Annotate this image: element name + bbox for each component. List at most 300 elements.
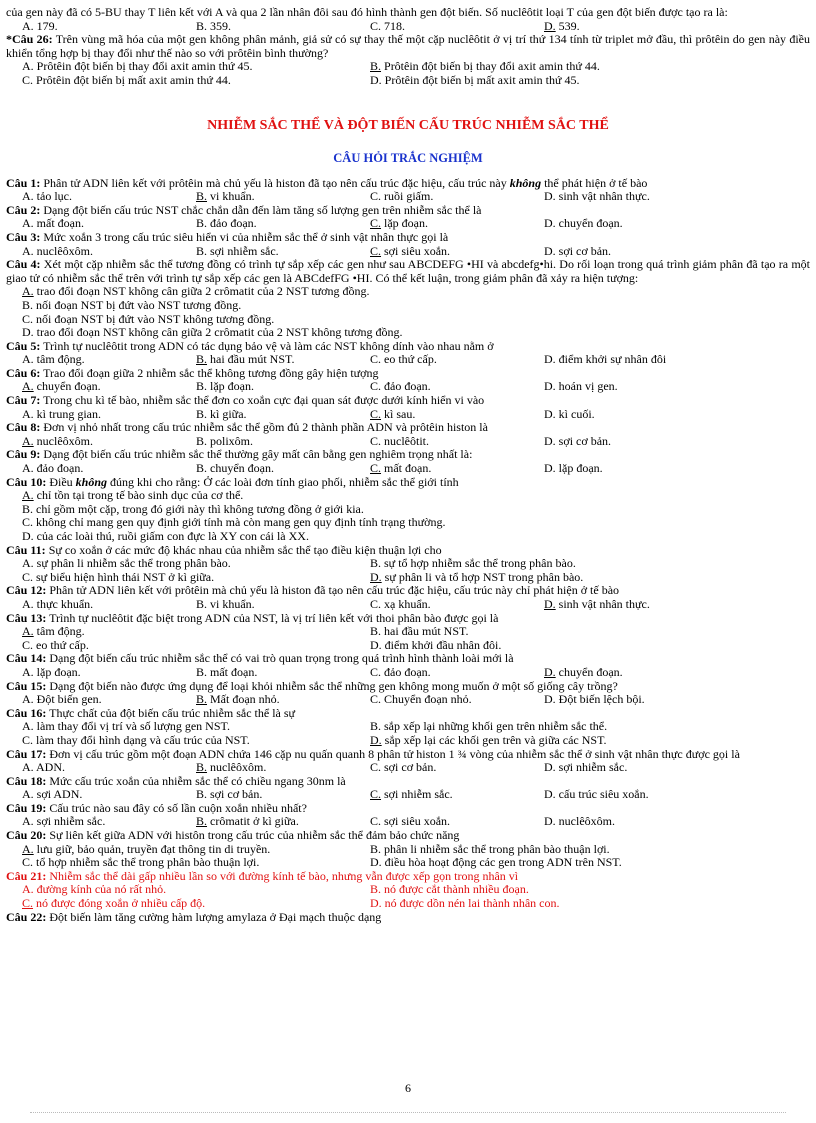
question-20: [6, 829, 810, 843]
option-text: nuclêôxôm.: [36, 243, 93, 258]
option-letter: D.: [370, 637, 382, 652]
option-letter: B.: [196, 692, 208, 707]
answer-option: [22, 299, 810, 313]
option-letter: B.: [196, 352, 208, 367]
option-letter: D.: [370, 72, 382, 87]
option-text: cấu trúc siêu xoắn.: [558, 787, 649, 802]
question-22: [6, 911, 810, 925]
option-letter: B.: [196, 760, 208, 775]
question-15-options: [6, 693, 810, 707]
option-text: sợi cơ bản.: [558, 433, 612, 448]
answer-option: [370, 720, 718, 734]
answer-option: [196, 380, 370, 394]
option-text: sợi nhiễm sắc.: [210, 243, 279, 258]
option-text: Prôtêin đột biến bị thay đổi axit amin thứ 44.: [384, 59, 600, 74]
question-2: [6, 204, 810, 218]
option-letter: B.: [196, 787, 208, 802]
option-text: eo thứ cấp.: [384, 352, 437, 367]
answer-option: [22, 883, 370, 897]
question-1-emphasis: không: [509, 175, 542, 190]
answer-option: [544, 815, 718, 829]
option-text: nối đoạn NST bị đứt vào NST không tương đồng.: [36, 311, 275, 326]
option-letter: A.: [22, 719, 34, 734]
option-letter: C.: [22, 855, 34, 870]
option-text: đảo đoạn.: [210, 216, 257, 231]
option-text: lặp đoạn.: [210, 379, 255, 394]
question-17-text: Đơn vị cấu trúc gồm một đoạn ADN chứa 146 cặp nu quấn quanh 8 phân tử histon 1 ¾ vòng của nhiễm sắc thể ở sinh vật nhân thực được gọi là: [49, 746, 740, 761]
answer-option: [544, 666, 718, 680]
option-text: 718.: [384, 18, 406, 33]
question-20-text: Sự liên kết giữa ADN với histôn trong cấu trúc của nhiễm sắc thể đảm bảo chức năng: [49, 828, 460, 843]
answer-option: [22, 516, 810, 530]
answer-option: [22, 462, 196, 476]
option-letter: B.: [196, 189, 208, 204]
answer-option: [544, 190, 718, 204]
option-letter: C.: [370, 243, 382, 258]
option-letter: C.: [22, 311, 34, 326]
option-letter: A.: [22, 882, 34, 897]
option-letter: B.: [196, 243, 208, 258]
answer-option: [196, 217, 370, 231]
option-letter: C.: [370, 814, 382, 829]
answer-option: [370, 462, 544, 476]
question-21-text: Nhiễm sắc thể dài gấp nhiều lần so với đường kính tế bào, nhưng vẫn được xếp gọn trong nhân vì: [49, 868, 519, 883]
option-text: sợi cơ bản.: [558, 243, 612, 258]
question-2-label: Câu 2:: [6, 202, 41, 217]
option-text: đảo đoạn.: [384, 379, 431, 394]
option-text: Đột biến gen.: [36, 692, 102, 707]
answer-option: [544, 20, 718, 34]
option-text: chuyển đoạn.: [36, 379, 101, 394]
option-letter: A.: [22, 760, 34, 775]
option-letter: C.: [370, 406, 382, 421]
option-text: Prôtêin đột biến bị mất axit amin thứ 45.: [384, 72, 580, 87]
option-letter: A.: [22, 433, 34, 448]
option-letter: B.: [370, 624, 382, 639]
answer-option: [196, 693, 370, 707]
option-text: điểm khởi đầu nhân đôi.: [384, 637, 502, 652]
answer-option: [196, 788, 370, 802]
question-3: [6, 231, 810, 245]
question-13-options: [6, 625, 810, 652]
option-letter: C.: [370, 596, 382, 611]
answer-option: [370, 245, 544, 259]
answer-option: [544, 245, 718, 259]
question-17-label: Câu 17:: [6, 746, 47, 761]
question-16: [6, 707, 810, 721]
option-text: Chuyển đoạn nhỏ.: [384, 692, 472, 707]
option-letter: C.: [22, 569, 34, 584]
option-letter: A.: [22, 664, 34, 679]
option-text: nó được dồn nén lai thành nhân con.: [384, 896, 560, 911]
option-text: sự phân li nhiễm sắc thể trong phân bào.: [36, 556, 231, 571]
option-text: thực khuẩn.: [36, 596, 94, 611]
option-text: crômatit ở kì giữa.: [210, 814, 299, 829]
question-11: [6, 544, 810, 558]
answer-option: [22, 666, 196, 680]
option-text: của các loài thú, ruồi giấm con đực là XY con cái là XX.: [36, 529, 309, 543]
answer-option: [370, 20, 544, 34]
question-21-label: Câu 21:: [6, 868, 47, 883]
option-text: hai đầu mút NST.: [210, 352, 295, 367]
option-text: sự tổ hợp nhiễm sắc thể trong phân bào.: [384, 556, 576, 571]
option-text: vi khuẩn.: [210, 189, 255, 204]
option-text: sự biểu hiện hình thái NST ở kì giữa.: [36, 569, 215, 584]
option-text: nuclêôxôm.: [210, 760, 267, 775]
option-letter: A.: [22, 189, 34, 204]
answer-option: [544, 408, 718, 422]
question-14-text: Dạng đột biến cấu trúc nhiễm sắc thể có vai trò quan trọng trong quá trình hình thành loài mới là: [49, 651, 514, 666]
answer-option: [22, 353, 196, 367]
option-letter: D.: [544, 216, 556, 231]
question-4-text: Xét một cặp nhiễm sắc thể tương đồng có trình tự sắp xếp các gen như sau ABCDEFG •HI và abcdefg•hi. Do rối loạn trong quá trình giảm phân đã tạo ra một giao tử có nhiễm sắc thể trên với trình tự sắp xếp các gen là ABCdefFG •HI. Có thể kết luận, trong giảm phân đã xảy ra hiện tượng:: [6, 257, 810, 285]
option-letter: C.: [370, 216, 382, 231]
question-14-label: Câu 14:: [6, 651, 47, 666]
answer-option: [22, 897, 370, 911]
option-text: Prôtêin đột biến bị mất axit amin thứ 44.: [36, 72, 231, 87]
answer-option: [370, 408, 544, 422]
option-text: trao đổi đoạn NST không cân giữa 2 crômatit của 2 NST không tương đồng.: [36, 325, 403, 340]
option-text: sợi siêu xoắn.: [384, 814, 451, 829]
option-text: chỉ tồn tại trong tế bào sinh dục của cơ thể.: [36, 488, 244, 503]
answer-option: [22, 74, 370, 88]
option-letter: D.: [544, 243, 556, 258]
option-letter: B.: [22, 501, 34, 516]
answer-option: [22, 625, 370, 639]
option-text: sắp xếp lại những khối gen trên nhiễm sắc thể.: [384, 719, 608, 734]
option-letter: B.: [22, 297, 34, 312]
option-text: lặp đoạn.: [558, 461, 603, 476]
option-text: vi khuẩn.: [210, 596, 255, 611]
question-6: [6, 367, 810, 381]
option-letter: D.: [370, 732, 382, 747]
option-text: 539.: [558, 18, 580, 33]
question-13: [6, 612, 810, 626]
option-text: phân li nhiễm sắc thể trong phân bào thuận lợi.: [384, 841, 610, 856]
option-text: đường kính của nó rất nhỏ.: [36, 882, 167, 897]
answer-option: [196, 462, 370, 476]
question-2-options: [6, 217, 810, 231]
question-13-text: Trình tự nuclêôtit đặc biệt trong ADN của NST, là vị trí liên kết với thoi phân bào được gọi là: [49, 610, 499, 625]
answer-option: [370, 856, 718, 870]
answer-option: [370, 190, 544, 204]
option-letter: A.: [22, 841, 34, 856]
option-letter: B.: [370, 556, 382, 571]
option-text: hai đầu mút NST.: [384, 624, 469, 639]
option-text: nuclêôxôm.: [36, 433, 93, 448]
option-text: kì sau.: [384, 406, 416, 421]
answer-option: [22, 380, 196, 394]
question-17: [6, 748, 810, 762]
answer-option: [370, 693, 544, 707]
question-1-text-pre: Phân tử ADN liên kết với prôtêin mà chủ yếu là histon đã tạo nên cấu trúc đặc hiệu, cấu trúc này: [43, 175, 507, 190]
question-14-options: [6, 666, 810, 680]
question-20-label: Câu 20:: [6, 828, 47, 843]
option-letter: D.: [544, 189, 556, 204]
question-21: [6, 870, 810, 884]
option-text: sợi nhiễm sắc.: [384, 787, 453, 802]
option-text: sinh vật nhân thực.: [558, 596, 650, 611]
question-12-options: [6, 598, 810, 612]
question-7: [6, 394, 810, 408]
question-1-options: [6, 190, 810, 204]
option-letter: C.: [370, 433, 382, 448]
answer-option: [196, 435, 370, 449]
option-letter: D.: [370, 896, 382, 911]
answer-option: [196, 20, 370, 34]
option-text: chuyển đoạn.: [210, 461, 274, 476]
question-18-text: Mức cấu trúc xoắn của nhiễm sắc thể có chiều ngang 30nm là: [49, 773, 346, 788]
answer-option: [22, 245, 196, 259]
question-22-text: Đột biến làm tăng cường hàm lượng amylaza ở Đại mạch thuộc dạng: [49, 909, 382, 924]
option-letter: A.: [22, 18, 34, 33]
answer-option: [22, 557, 370, 571]
option-text: điều hòa hoạt động các gen trong ADN trên NST.: [384, 855, 622, 870]
option-letter: A.: [22, 556, 34, 571]
answer-option: [22, 20, 196, 34]
option-letter: A.: [22, 787, 34, 802]
option-text: xạ khuẩn.: [384, 596, 431, 611]
option-letter: A.: [22, 284, 34, 299]
answer-option: [370, 761, 544, 775]
answer-option: [544, 435, 718, 449]
option-text: mất đoạn.: [210, 664, 258, 679]
option-text: ruồi giấm.: [384, 189, 434, 204]
answer-option: [22, 285, 810, 299]
option-text: chỉ gồm một cặp, trong đó giới này thì không tương đồng ở giới kia.: [36, 501, 364, 516]
option-letter: B.: [370, 59, 382, 74]
answer-option: [370, 897, 718, 911]
answer-option: [22, 761, 196, 775]
answer-option: [370, 435, 544, 449]
question-19-text: Cấu trúc nào sau đây có số lần cuộn xoắn nhiều nhất?: [49, 800, 307, 815]
question-11-label: Câu 11:: [6, 542, 46, 557]
question-8-text: Đơn vị nhỏ nhất trong cấu trúc nhiễm sắc thể gồm đủ 2 thành phần ADN và prôtêin histon là: [43, 420, 488, 435]
option-text: sợi cơ bản.: [384, 760, 437, 775]
option-letter: B.: [196, 814, 208, 829]
option-text: 179.: [36, 18, 58, 33]
option-letter: C.: [370, 760, 382, 775]
question-14: [6, 652, 810, 666]
option-text: tâm động.: [36, 352, 85, 367]
question-7-text: Trong chu kì tế bào, nhiễm sắc thể đơn co xoắn cực đại quan sát được dưới kính hiển vi vào: [43, 393, 485, 408]
option-letter: A.: [22, 692, 34, 707]
option-text: tổ hợp nhiễm sắc thể trong phân bào thuận lợi.: [36, 855, 260, 870]
answer-option: [370, 666, 544, 680]
option-text: lặp đoạn.: [384, 216, 429, 231]
option-letter: C.: [370, 189, 382, 204]
footer-divider: [30, 1112, 786, 1113]
option-letter: A.: [22, 216, 34, 231]
answer-option: [196, 353, 370, 367]
answer-option: [22, 693, 196, 707]
question-19-options: [6, 815, 810, 829]
option-text: tảo lục.: [36, 189, 72, 204]
question-1-text-post: thể phát hiện ở tế bào: [544, 175, 648, 190]
answer-option: [370, 571, 718, 585]
option-text: sợi nhiễm sắc.: [36, 814, 106, 829]
option-text: kì cuối.: [558, 406, 595, 421]
option-letter: A.: [22, 59, 34, 74]
question-6-options: [6, 380, 810, 394]
answer-option: [22, 639, 370, 653]
option-letter: A.: [22, 488, 34, 503]
answer-option: [22, 720, 370, 734]
option-text: sợi ADN.: [36, 787, 83, 802]
option-text: lặp đoạn.: [36, 664, 81, 679]
option-letter: B.: [196, 461, 208, 476]
option-text: ADN.: [36, 760, 66, 775]
question-5-label: Câu 5:: [6, 338, 41, 353]
question-4-options: [6, 285, 810, 339]
answer-option: [370, 557, 718, 571]
answer-option: [22, 843, 370, 857]
question-19: [6, 802, 810, 816]
option-letter: A.: [22, 461, 34, 476]
question-3-options: [6, 245, 810, 259]
answer-option: [370, 639, 718, 653]
answer-option: [370, 353, 544, 367]
answer-option: [22, 598, 196, 612]
answer-option: [196, 190, 370, 204]
option-letter: D.: [544, 596, 556, 611]
answer-option: [22, 313, 810, 327]
option-text: sợi cơ bản.: [210, 787, 263, 802]
option-text: polixôm.: [210, 433, 254, 448]
option-text: nó được cắt thành nhiều đoạn.: [384, 882, 529, 897]
option-letter: B.: [196, 433, 208, 448]
question-12-text: Phân tử ADN liên kết với prôtêin mà chủ yếu là histon đã tạo nên cấu trúc đặc hiệu, cấu trúc này chỉ phát hiện ở tế bào: [49, 583, 620, 598]
answer-option: [370, 883, 718, 897]
question-2-text: Dạng đột biến cấu trúc NST chắc chắn dẫn đến làm tăng số lượng gen trên nhiễm sắc thể là: [43, 202, 482, 217]
option-text: kì giữa.: [210, 406, 247, 421]
option-letter: C.: [22, 515, 34, 530]
option-text: Mất đoạn nhỏ.: [210, 692, 280, 707]
page-content: [6, 6, 810, 924]
question-18-options: [6, 788, 810, 802]
answer-option: [22, 788, 196, 802]
option-text: nối đoạn NST bị đứt vào NST tương đồng.: [36, 297, 242, 312]
option-letter: D.: [544, 379, 556, 394]
answer-option: [370, 217, 544, 231]
option-text: mất đoạn.: [36, 216, 84, 231]
answer-option: [196, 598, 370, 612]
answer-option: [22, 571, 370, 585]
option-text: sinh vật nhân thực.: [558, 189, 650, 204]
option-letter: B.: [196, 216, 208, 231]
answer-option: [370, 788, 544, 802]
option-letter: A.: [22, 596, 34, 611]
option-letter: A.: [22, 352, 34, 367]
question-4: [6, 258, 810, 285]
answer-option: [22, 734, 370, 748]
answer-option: [544, 788, 718, 802]
option-letter: D.: [544, 664, 556, 679]
option-text: 359.: [210, 18, 232, 33]
answer-option: [22, 489, 810, 503]
option-letter: C.: [370, 352, 382, 367]
answer-option: [22, 856, 370, 870]
option-letter: D.: [370, 569, 382, 584]
answer-option: [196, 761, 370, 775]
answer-option: [370, 60, 718, 74]
option-text: điểm khởi sự nhân đôi: [558, 352, 667, 367]
question-22-label: Câu 22:: [6, 909, 47, 924]
answer-option: [544, 761, 718, 775]
option-text: chuyển đoạn.: [558, 216, 623, 231]
question-8-label: Câu 8:: [6, 420, 41, 435]
question-10-text-post: đúng khi cho rằng: Ở các loài đơn tính giao phối, nhiễm sắc thể giới tính: [110, 474, 459, 489]
option-text: lưu giữ, bảo quản, truyền đạt thông tin di truyền.: [36, 841, 271, 856]
q26-options: [6, 60, 810, 87]
option-letter: B.: [196, 379, 208, 394]
option-text: Đột biến lệch bội.: [558, 692, 645, 707]
question-10-label: Câu 10:: [6, 474, 47, 489]
option-letter: B.: [370, 882, 382, 897]
question-17-options: [6, 761, 810, 775]
option-letter: C.: [22, 637, 34, 652]
option-letter: A.: [22, 624, 34, 639]
question-19-label: Câu 19:: [6, 800, 47, 815]
option-text: làm thay đổi hình dạng và cấu trúc của NST.: [36, 732, 250, 747]
option-letter: C.: [370, 787, 382, 802]
question-10-text-pre: Điều: [49, 474, 73, 489]
option-letter: B.: [196, 406, 208, 421]
answer-option: [370, 598, 544, 612]
answer-option: [196, 408, 370, 422]
option-text: nuclêôtit.: [384, 433, 430, 448]
answer-option: [196, 666, 370, 680]
question-7-options: [6, 408, 810, 422]
q26-label: *Câu 26:: [6, 32, 53, 47]
answer-option: [544, 462, 718, 476]
option-letter: D.: [544, 760, 556, 775]
question-5: [6, 340, 810, 354]
option-letter: B.: [196, 596, 208, 611]
q25-tail-text: của gen này đã có 5-BU thay T liên kết với A và qua 2 lần nhân đôi sau đó hình thành gen đột biến. Số nuclêôtit loại T của gen đột biến được tạo ra là:: [6, 5, 728, 19]
option-letter: C.: [22, 896, 34, 911]
option-letter: A.: [22, 814, 34, 829]
question-3-text: Mức xoắn 3 trong cấu trúc siêu hiển vi của nhiễm sắc thể ở sinh vật nhân thực gọi là: [43, 229, 449, 244]
option-letter: D.: [544, 18, 556, 33]
question-15: [6, 680, 810, 694]
option-text: kì trung gian.: [36, 406, 101, 421]
question-10-emphasis: không: [75, 474, 108, 489]
option-text: hoán vị gen.: [558, 379, 618, 394]
option-letter: B.: [196, 664, 208, 679]
answer-option: [22, 217, 196, 231]
answer-option: [544, 353, 718, 367]
question-8-options: [6, 435, 810, 449]
option-letter: D.: [544, 352, 556, 367]
question-12: [6, 584, 810, 598]
answer-option: [544, 217, 718, 231]
answer-option: [370, 815, 544, 829]
answer-option: [22, 408, 196, 422]
question-6-label: Câu 6:: [6, 365, 41, 380]
q26: [6, 33, 810, 60]
answer-option: [22, 435, 196, 449]
option-text: sợi siêu xoắn.: [384, 243, 451, 258]
option-letter: C.: [370, 379, 382, 394]
question-6-text: Trao đổi đoạn giữa 2 nhiễm sắc thể không tương đồng gây hiện tượng: [43, 365, 379, 380]
option-text: nó được đóng xoắn ở nhiều cấp độ.: [36, 896, 206, 911]
option-letter: A.: [22, 379, 34, 394]
question-9-options: [6, 462, 810, 476]
question-1: [6, 177, 810, 191]
question-10-options: [6, 489, 810, 543]
option-letter: C.: [370, 18, 382, 33]
